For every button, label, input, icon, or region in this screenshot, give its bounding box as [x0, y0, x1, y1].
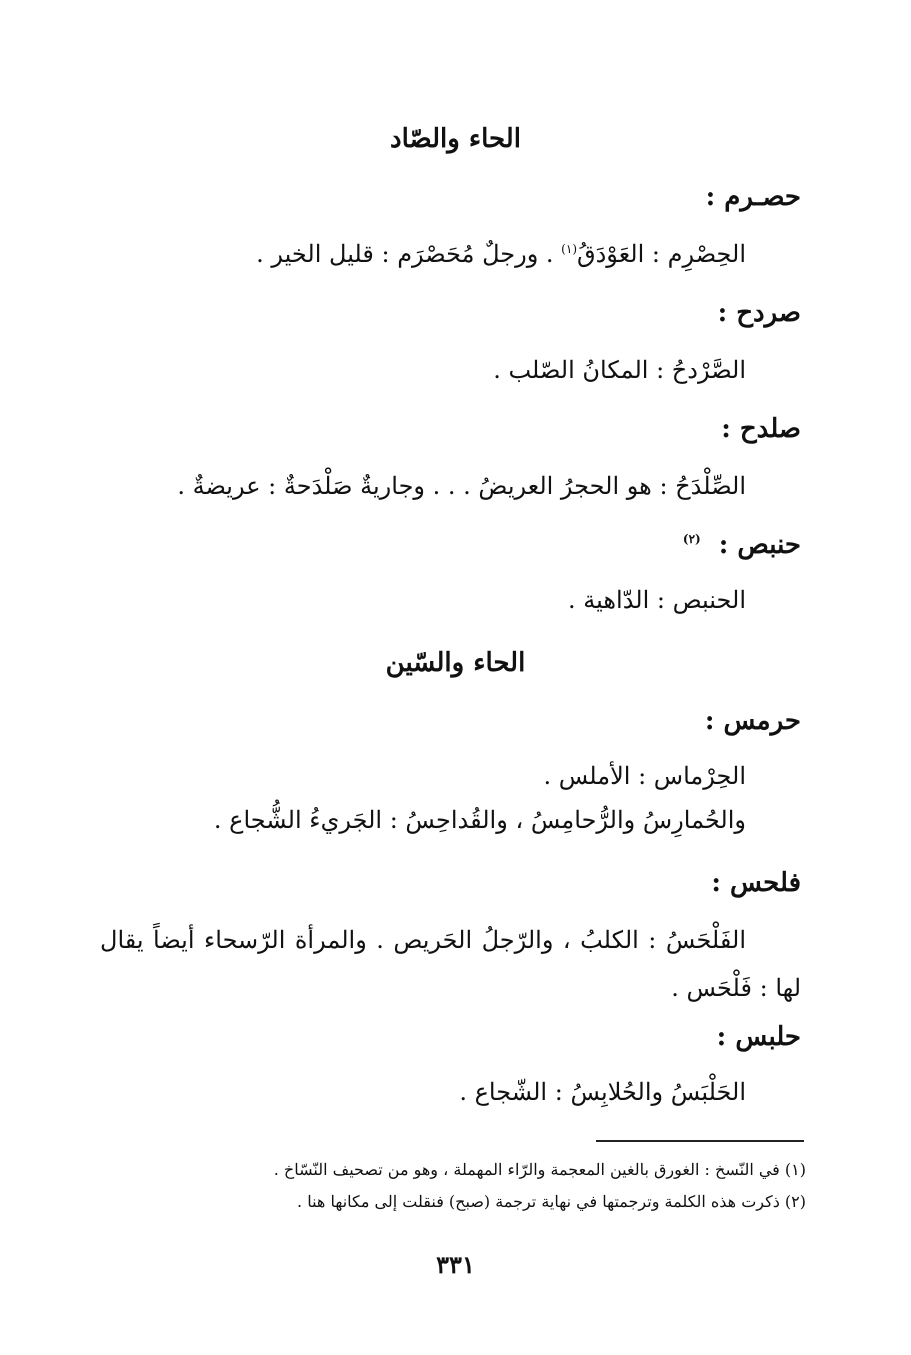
footnote-ref: (٢) — [682, 532, 701, 547]
root-text: حنبص : — [718, 530, 801, 560]
footnote: (١) في النّسخ : الغورق بالغين المعجمة والرّاء المهملة ، وهو من تصحيف النّسّاخ . — [273, 1160, 806, 1179]
definition: الصِّلْدَحُ : هو الحجرُ العريضُ . . . وجاريةٌ صَلْدَحةٌ : عريضةٌ . — [177, 472, 746, 500]
root-heading: حلبس : — [716, 1022, 801, 1052]
root-heading: صردح : — [717, 298, 801, 328]
definition-text: الحِصْرِم : العَوْدَقُ — [577, 240, 746, 268]
definition: والحُمارِسُ والرُّحامِسُ ، والقُداحِسُ : الجَريءُ الشُّجاع . — [213, 806, 746, 834]
definition: الفَلْحَسُ : الكلبُ ، والرّجلُ الحَريص . والمرأة الرّسحاء أيضاً يقال لها : فَلْحَس . — [100, 926, 801, 1002]
definition: الحِرْماس : الأملس . — [543, 762, 746, 790]
definition: الحَلْبَسُ والحُلابِسُ : الشّجاع . — [459, 1078, 746, 1106]
section-title: الحاء والصّاد — [390, 124, 521, 154]
section-title: الحاء والسّين — [385, 648, 526, 678]
definition: الصَّرْدحُ : المكانُ الصّلب . — [493, 356, 746, 384]
root-heading: صلدح : — [721, 414, 801, 444]
root-heading: حرمس : — [704, 706, 801, 736]
page-number: ٣٣١ — [436, 1250, 475, 1279]
definition-text: . ورجلٌ مُحَصْرَم : قليل الخير . — [256, 240, 562, 268]
root-heading: حصـرم : — [705, 182, 801, 212]
root-heading: فلحس : — [711, 868, 801, 898]
footnote-divider — [596, 1140, 804, 1142]
root-heading — [683, 530, 801, 560]
footnote: (٢) ذكرت هذه الكلمة وترجمتها في نهاية ترجمة (صبح) فنقلت إلى مكانها هنا . — [297, 1192, 806, 1211]
definition: الحنبص : الدّاهية . — [568, 586, 746, 614]
footnote-ref: (١) — [561, 242, 577, 256]
definition — [256, 240, 746, 268]
